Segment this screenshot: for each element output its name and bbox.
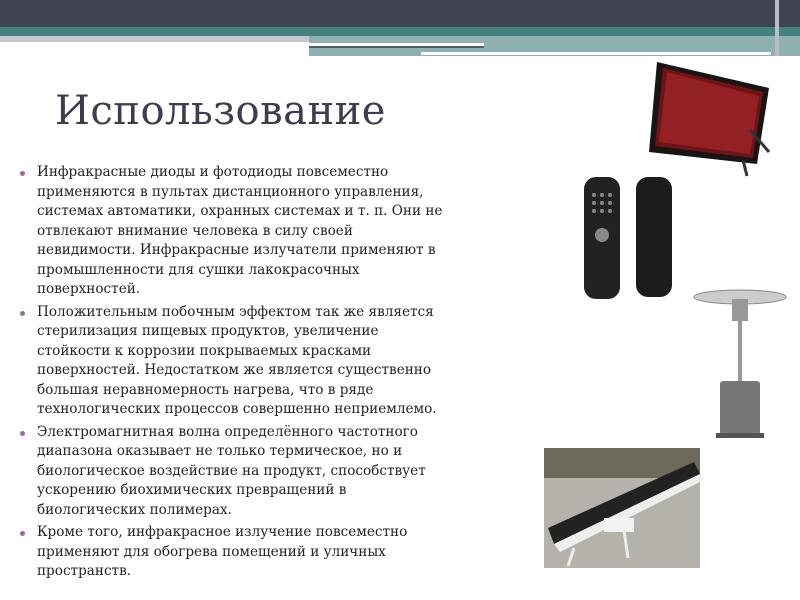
slide-title: Использование <box>55 88 386 134</box>
paragraph-line: стойкости к коррозии покрываемых красками <box>37 342 372 359</box>
paragraph-line: большая неравномерность нагрева, что в ряде <box>37 381 374 398</box>
paragraph-line: поверхностей. <box>37 281 141 297</box>
paragraph-line: невидимости. Инфракрасные излучатели применяют в <box>37 242 436 258</box>
paragraph-line: системах автоматики, охранных системах и т. п. Они не <box>37 203 443 219</box>
paragraph-line: применяют для обогрева помещений и уличных <box>37 543 386 560</box>
decor-stripe <box>309 46 484 48</box>
conveyor-image <box>544 448 700 568</box>
header-accent-stripe <box>0 27 800 36</box>
paragraph-line: Кроме того, инфракрасное излучение повсеместно <box>37 524 408 540</box>
bullet-paragraph <box>20 303 520 420</box>
decor-stripe <box>775 0 779 56</box>
paragraph-line: биологическое воздействие на продукт, способствует <box>37 462 426 479</box>
paragraph-line: применяются в пультах дистанционного управления, <box>37 183 424 200</box>
paragraph-line: поверхностей. Недостатком же является существенно <box>37 362 432 378</box>
bullet-paragraph <box>20 163 520 300</box>
paragraph-line: ускорению биохимических превращений в <box>37 482 347 498</box>
paragraph-line: технологических процессов совершенно неприемлемо. <box>37 401 437 417</box>
patio-heater-image <box>692 285 788 441</box>
slide-body <box>20 163 520 585</box>
paragraph-line: пространств. <box>37 563 132 579</box>
paragraph-line: диапазона оказывает не только термическое, но и <box>37 443 403 459</box>
paragraph-line: Электромагнитная волна определённого частотного <box>37 423 418 440</box>
decor-stripe <box>0 36 310 42</box>
decor-stripe <box>421 52 771 55</box>
paragraph-line: стерилизация пищевых продуктов, увеличение <box>37 323 379 339</box>
paragraph-line: биологических полимерах. <box>37 501 232 518</box>
paragraph-line: промышленности для сушки лакокрасочных <box>37 261 360 278</box>
paragraph-line: Инфракрасные диоды и фотодиоды повсеместно <box>37 164 389 180</box>
header-bar <box>0 0 800 27</box>
remote-controls-image <box>580 175 680 303</box>
paragraph-line: отвлекают внимание человека в силу своей <box>37 222 353 239</box>
paragraph-line: Положительным побочным эффектом так же является <box>37 303 434 320</box>
bullet-paragraph <box>20 523 520 582</box>
infrared-panel-image <box>645 60 775 182</box>
bullet-paragraph <box>20 423 520 521</box>
